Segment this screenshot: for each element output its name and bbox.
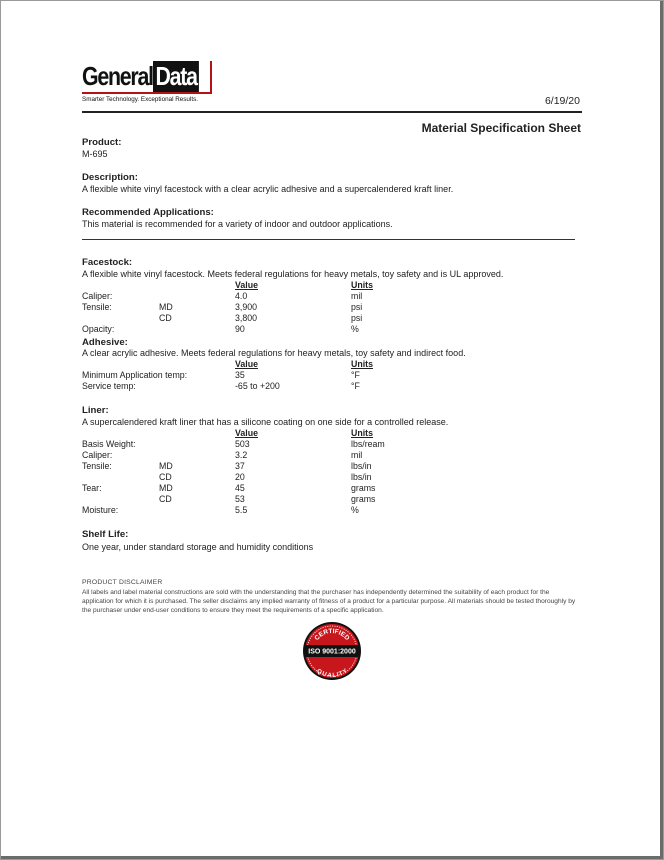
- facestock-value-header: Value: [235, 280, 258, 290]
- logo-general-text: General: [82, 61, 153, 91]
- liner-row-value: 503: [235, 439, 250, 449]
- facestock-row-value: 3,800: [235, 313, 258, 323]
- adhesive-row-unit: °F: [351, 381, 360, 391]
- facestock-row-sub: CD: [159, 313, 172, 323]
- liner-row-unit: mil: [351, 450, 363, 460]
- adhesive-heading: Adhesive:: [82, 337, 128, 348]
- liner-units-header: Units: [351, 428, 373, 438]
- liner-heading: Liner:: [82, 405, 109, 416]
- liner-row-value: 45: [235, 483, 245, 493]
- page-title: Material Specification Sheet: [421, 121, 581, 135]
- header-divider: [82, 111, 582, 113]
- liner-row-value: 20: [235, 472, 245, 482]
- adhesive-row-value: 35: [235, 370, 245, 380]
- product-heading: Product:: [82, 137, 122, 148]
- facestock-row-unit: psi: [351, 302, 363, 312]
- adhesive-value-header: Value: [235, 359, 258, 369]
- liner-row-unit: lbs/ream: [351, 439, 385, 449]
- facestock-row-value: 3,900: [235, 302, 258, 312]
- liner-row-unit: lbs/in: [351, 472, 372, 482]
- liner-row-sub: CD: [159, 494, 172, 504]
- liner-row-value: 5.5: [235, 505, 248, 515]
- facestock-row-unit: %: [351, 324, 359, 334]
- liner-row-value: 3.2: [235, 450, 248, 460]
- adhesive-row-label: Service temp:: [82, 381, 136, 391]
- liner-row-value: 37: [235, 461, 245, 471]
- shelf-life-text: One year, under standard storage and humidity conditions: [82, 542, 314, 552]
- description-text: A flexible white vinyl facestock with a clear acrylic adhesive and a supercalendered kraft liner.: [82, 184, 454, 194]
- liner-row-sub: MD: [159, 461, 173, 471]
- liner-value-header: Value: [235, 428, 258, 438]
- document-date: 6/19/20: [544, 95, 580, 107]
- disclaimer-text: All labels and label material constructions are sold with the understanding that the purchaser has independently determined the suitability of each product for the application for which it is purchased. The seller disclaims any implied warranty of fitness of a product for a particular purpose. All materials should be tested thoroughly by the purchaser under end-user conditions to ensure they meet the requirements of a specific application.: [82, 589, 576, 614]
- facestock-text: A flexible white vinyl facestock. Meets federal regulations for heavy metals, toy safety and is UL approved.: [82, 269, 504, 279]
- logo-data-text: Data: [153, 61, 199, 92]
- iso-certified-seal: [302, 621, 362, 681]
- adhesive-units-header: Units: [351, 359, 373, 369]
- logo-wordmark: [82, 61, 212, 94]
- facestock-units-header: Units: [351, 280, 373, 290]
- seal-middle-text: ISO 9001:2000: [308, 648, 356, 656]
- liner-row-sub: MD: [159, 483, 173, 493]
- liner-row-unit: lbs/in: [351, 461, 372, 471]
- adhesive-row-label: Minimum Application temp:: [82, 370, 188, 380]
- liner-row-label: Tensile:: [82, 461, 112, 471]
- liner-row-unit: grams: [351, 483, 376, 493]
- disclaimer-heading: PRODUCT DISCLAIMER: [82, 579, 163, 586]
- adhesive-row-value: -65 to +200: [235, 381, 280, 391]
- facestock-row-label: Opacity:: [82, 324, 115, 334]
- liner-row-sub: CD: [159, 472, 172, 482]
- seal-top-text: CERTIFIED: [313, 627, 351, 642]
- company-logo: [82, 61, 210, 103]
- adhesive-row-unit: °F: [351, 370, 360, 380]
- liner-row-label: Moisture:: [82, 505, 119, 515]
- liner-row-value: 53: [235, 494, 245, 504]
- facestock-heading: Facestock:: [82, 257, 133, 268]
- facestock-row-value: 4.0: [235, 291, 248, 301]
- facestock-row-unit: psi: [351, 313, 363, 323]
- liner-row-unit: grams: [351, 494, 376, 504]
- section-divider: [82, 239, 575, 240]
- applications-text: This material is recommended for a variety of indoor and outdoor applications.: [82, 219, 393, 229]
- logo-tagline: Smarter Technology. Exceptional Results.: [82, 96, 198, 103]
- facestock-row-label: Tensile:: [82, 302, 112, 312]
- liner-row-unit: %: [351, 505, 359, 515]
- facestock-row-unit: mil: [351, 291, 363, 301]
- liner-text: A supercalendered kraft liner that has a silicone coating on one side for a controlled release.: [82, 417, 449, 427]
- applications-heading: Recommended Applications:: [82, 207, 214, 218]
- liner-row-label: Caliper:: [82, 450, 113, 460]
- facestock-row-sub: MD: [159, 302, 173, 312]
- description-heading: Description:: [82, 172, 138, 183]
- adhesive-text: A clear acrylic adhesive. Meets federal regulations for heavy metals, toy safety and indirect food.: [82, 348, 466, 358]
- shelf-life-heading: Shelf Life:: [82, 529, 129, 540]
- liner-row-label: Tear:: [82, 483, 102, 493]
- facestock-row-label: Caliper:: [82, 291, 113, 301]
- facestock-row-value: 90: [235, 324, 245, 334]
- seal-bottom-text: QUALITY: [315, 668, 349, 680]
- product-value: M-695: [82, 149, 108, 159]
- liner-row-label: Basis Weight:: [82, 439, 136, 449]
